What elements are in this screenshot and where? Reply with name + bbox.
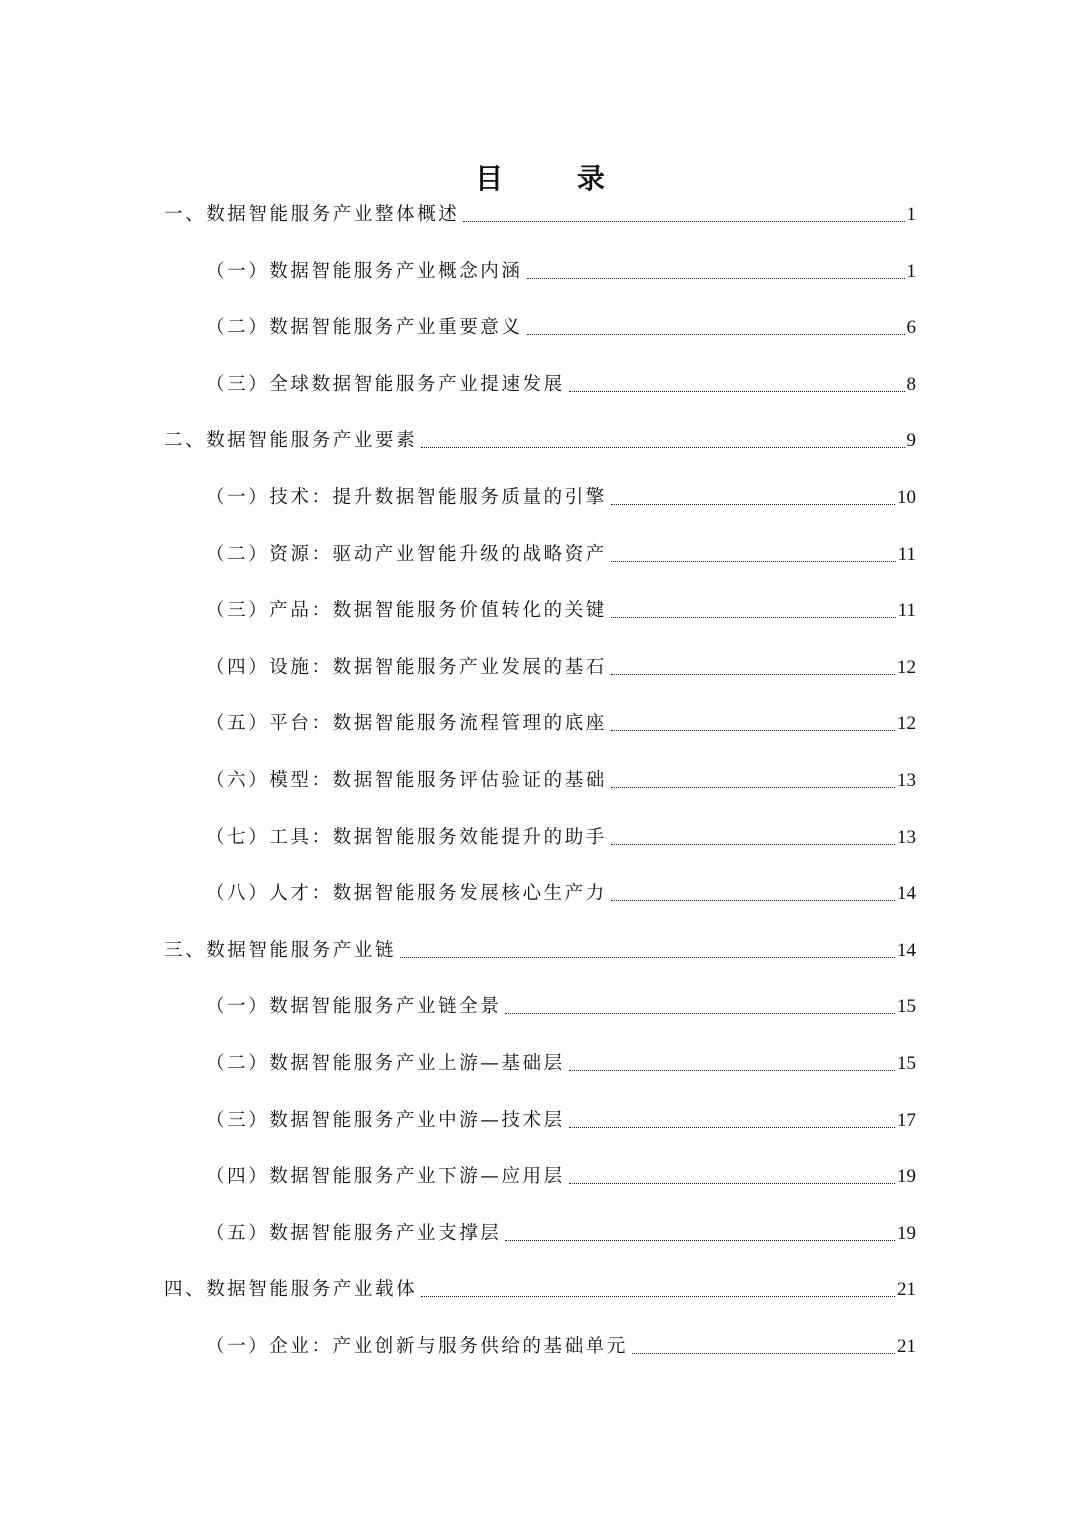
toc-entry[interactable] — [206, 540, 916, 570]
toc-entry-page-number: 6 — [906, 317, 916, 339]
toc-entry-label: （三）产品：数据智能服务价值转化的关键 — [206, 600, 607, 622]
toc-entry-page-number: 19 — [897, 1166, 916, 1188]
toc-dot-leader — [400, 957, 895, 958]
toc-entry-page-number: 12 — [897, 656, 916, 678]
toc-entry-page-number: 21 — [897, 1279, 916, 1301]
toc-entry[interactable] — [206, 313, 916, 343]
toc-dot-leader — [569, 391, 905, 392]
toc-entry-label: （五）平台：数据智能服务流程管理的底座 — [206, 713, 607, 735]
toc-dot-leader — [527, 278, 905, 279]
toc-entry-page-number: 1 — [906, 204, 916, 225]
toc-entry-label: （七）工具：数据智能服务效能提升的助手 — [206, 826, 607, 848]
toc-entry[interactable] — [164, 936, 916, 966]
toc-entry[interactable] — [206, 257, 916, 287]
toc-entry[interactable] — [206, 992, 916, 1022]
toc-entry-page-number: 14 — [897, 939, 916, 961]
toc-dot-leader — [569, 1183, 895, 1184]
toc-entry-label: （三）全球数据智能服务产业提速发展 — [206, 373, 565, 395]
toc-entry[interactable] — [206, 709, 916, 739]
toc-entry-page-number: 19 — [897, 1222, 916, 1244]
toc-entry-label: （一）数据智能服务产业链全景 — [206, 996, 502, 1018]
toc-entry-page-number: 1 — [906, 260, 916, 282]
toc-entry-page-number: 17 — [897, 1109, 916, 1131]
toc-entry-label: （六）模型：数据智能服务评估验证的基础 — [206, 770, 607, 791]
toc-dot-leader — [569, 1070, 895, 1071]
toc-dot-leader — [611, 730, 895, 731]
toc-entry-label: （四）数据智能服务产业下游—应用层 — [206, 1166, 565, 1188]
toc-entry-page-number: 12 — [897, 713, 916, 735]
toc-entry-label: 三、数据智能服务产业链 — [164, 939, 397, 961]
toc-entry-page-number: 13 — [897, 826, 916, 848]
toc-entry[interactable] — [206, 1049, 916, 1079]
toc-entry-page-number: 8 — [906, 373, 916, 395]
toc-dot-leader — [611, 844, 895, 845]
toc-dot-leader — [463, 221, 904, 222]
toc-entry[interactable] — [206, 596, 916, 626]
toc-dot-leader — [611, 674, 895, 675]
toc-entry-label: （一）企业：产业创新与服务供给的基础单元 — [206, 1336, 629, 1357]
toc-entry-page-number: 9 — [906, 430, 916, 452]
toc-entry[interactable] — [206, 1162, 916, 1192]
toc-entry-label: （三）数据智能服务产业中游—技术层 — [206, 1109, 565, 1131]
toc-dot-leader — [505, 1013, 895, 1014]
toc-dot-leader — [611, 561, 896, 562]
toc-entry-label: （四）设施：数据智能服务产业发展的基石 — [206, 656, 607, 678]
toc-entry-label: （一）数据智能服务产业概念内涵 — [206, 260, 523, 282]
page-title: 目 录 — [475, 161, 637, 195]
toc-dot-leader — [569, 1127, 895, 1128]
toc-dot-leader — [611, 787, 895, 788]
toc-entry-label: （八）人才：数据智能服务发展核心生产力 — [206, 883, 607, 905]
toc-entry-label: 二、数据智能服务产业要素 — [164, 430, 418, 452]
toc-entry-label: （二）资源：驱动产业智能升级的战略资产 — [206, 543, 607, 565]
toc-entry[interactable] — [206, 879, 916, 909]
toc-entry[interactable] — [206, 1106, 916, 1136]
toc-entry-page-number: 14 — [897, 883, 916, 905]
toc-dot-leader — [611, 617, 896, 618]
toc-entry-page-number: 10 — [897, 487, 916, 508]
toc-dot-leader — [421, 1296, 895, 1297]
toc-entry-label: （一）技术：提升数据智能服务质量的引擎 — [206, 487, 607, 508]
toc-dot-leader — [527, 334, 905, 335]
toc-entry-label: （二）数据智能服务产业重要意义 — [206, 317, 523, 339]
toc-entry[interactable] — [206, 1332, 916, 1362]
toc-entry-label: 一、数据智能服务产业整体概述 — [164, 204, 460, 225]
toc-entry-page-number: 11 — [897, 543, 916, 565]
toc-dot-leader — [611, 900, 895, 901]
toc-entry-page-number: 21 — [897, 1336, 916, 1357]
toc-entry[interactable] — [206, 653, 916, 683]
toc-entry[interactable] — [206, 1219, 916, 1249]
toc-entry-page-number: 15 — [897, 1053, 916, 1074]
toc-entry[interactable] — [164, 1275, 916, 1305]
toc-entry-label: 四、数据智能服务产业载体 — [164, 1279, 418, 1301]
toc-entry-page-number: 11 — [897, 600, 916, 622]
toc-entry-page-number: 15 — [897, 996, 916, 1018]
toc-entry-label: （五）数据智能服务产业支撑层 — [206, 1222, 502, 1244]
toc-entry[interactable] — [206, 766, 916, 796]
toc-entry[interactable] — [206, 370, 916, 400]
toc-entry[interactable] — [164, 426, 916, 456]
toc-entry-label: （二）数据智能服务产业上游—基础层 — [206, 1053, 565, 1074]
toc-entry-page-number: 13 — [897, 770, 916, 791]
toc-dot-leader — [632, 1353, 895, 1354]
toc-entry[interactable] — [206, 823, 916, 853]
toc-dot-leader — [505, 1240, 895, 1241]
toc-dot-leader — [611, 504, 895, 505]
toc-dot-leader — [421, 447, 904, 448]
toc-entry[interactable] — [206, 483, 916, 513]
toc-entry[interactable] — [164, 200, 916, 230]
